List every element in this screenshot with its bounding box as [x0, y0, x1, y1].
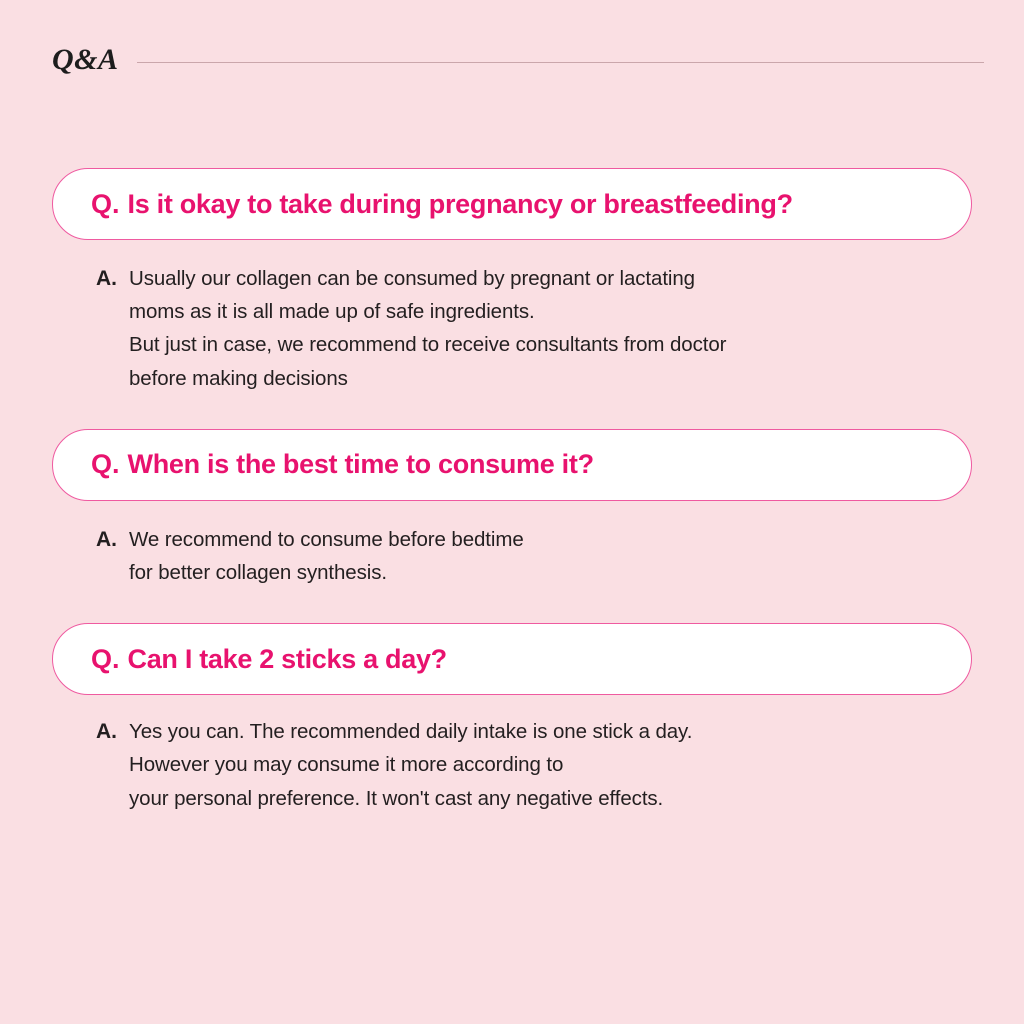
answer-marker: A.	[96, 527, 117, 551]
qa-item	[52, 429, 972, 589]
page-header	[52, 40, 984, 80]
answer-line: before making decisions	[129, 366, 348, 390]
answer-block	[52, 240, 972, 395]
qa-item	[52, 623, 972, 815]
answer-text	[129, 715, 692, 815]
page-title: Q&A	[52, 43, 119, 76]
question-marker: Q.	[91, 188, 120, 219]
answer-block	[52, 501, 972, 589]
answer-line: We recommend to consume before bedtime	[129, 527, 524, 551]
answer-line: But just in case, we recommend to receive consultants from doctor	[129, 333, 727, 357]
header-divider	[137, 62, 984, 63]
answer-line: Usually our collagen can be consumed by pregnant or lactating	[129, 267, 695, 290]
answer-line: moms as it is all made up of safe ingredients.	[129, 300, 535, 324]
question-card[interactable]	[52, 623, 972, 695]
qa-item	[52, 168, 972, 395]
answer-block	[52, 695, 972, 815]
answer-line: Yes you can. The recommended daily intake is one stick a day.	[129, 720, 693, 744]
answer-line: However you may consume it more according to	[129, 753, 564, 777]
question-card[interactable]	[52, 429, 972, 501]
answer-line: your personal preference. It won't cast any negative effects.	[129, 786, 664, 810]
question-marker: Q.	[91, 449, 120, 480]
question-text: Can I take 2 sticks a day?	[127, 643, 447, 674]
qa-list	[52, 168, 972, 849]
answer-marker: A.	[96, 267, 117, 290]
answer-marker: A.	[96, 720, 117, 744]
question-text: When is the best time to consume it?	[127, 449, 594, 480]
question-text: Is it okay to take during pregnancy or breastfeeding?	[127, 188, 793, 219]
question-marker: Q.	[91, 643, 120, 674]
answer-text	[129, 523, 524, 589]
question-card[interactable]	[52, 168, 972, 240]
answer-text	[129, 262, 726, 395]
answer-line: for better collagen synthesis.	[129, 561, 387, 585]
